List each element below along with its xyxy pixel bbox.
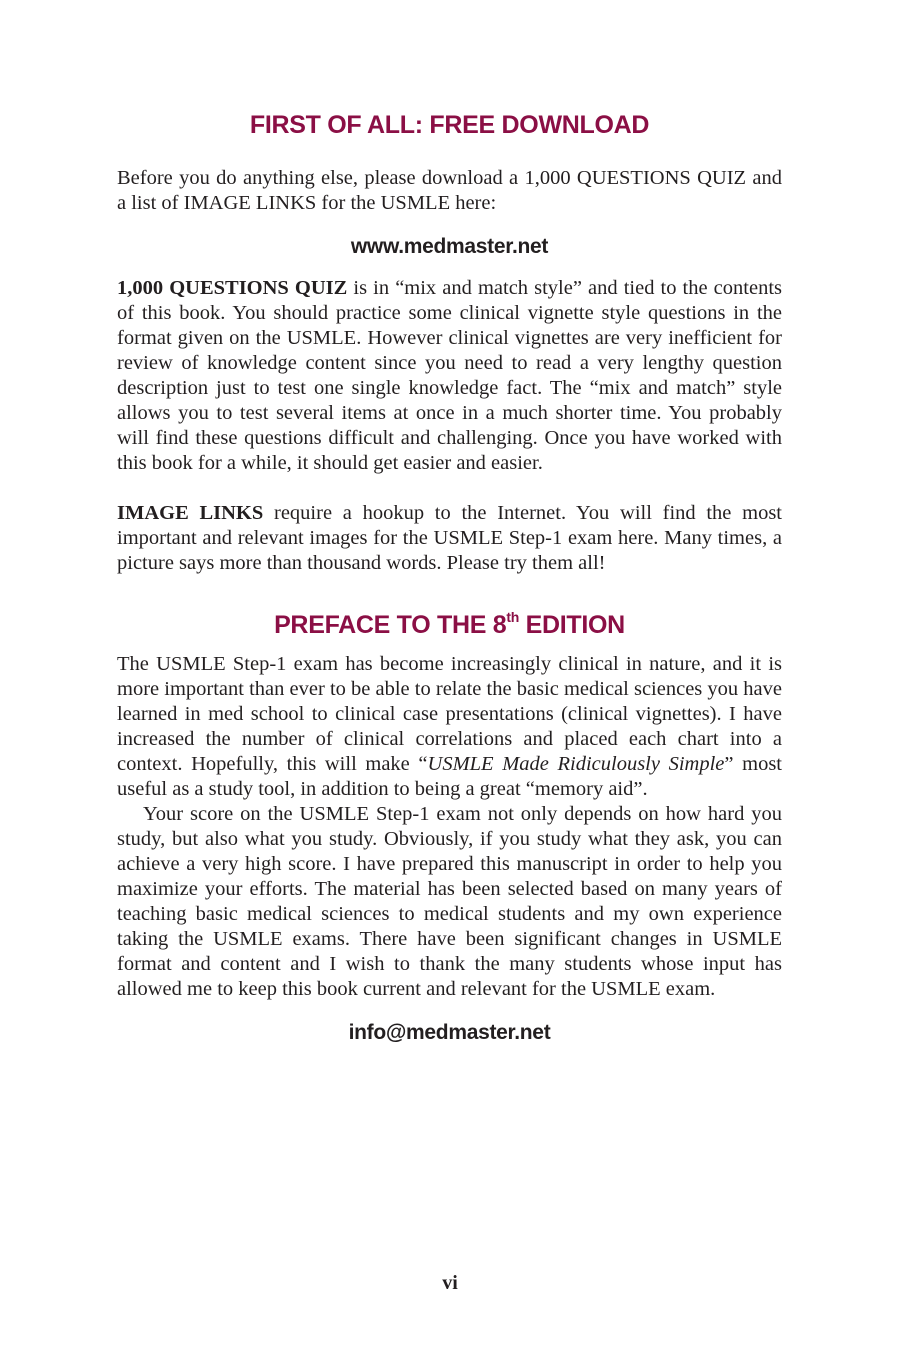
preface-p1-b: ” most useful as a study tool, in addition to being a great “memory aid”.	[117, 753, 782, 800]
image-links-text: require a hookup to the Internet. You will find the most important and relevant images for the USMLE Step-1 exam here. Many times, a picture says more than thousand words. Please try them all!	[117, 502, 782, 574]
preface-heading-sup: th	[506, 608, 519, 625]
book-title: USMLE Made Ridiculously Simple	[427, 753, 725, 775]
preface-paragraph-2: Your score on the USMLE Step-1 exam not only depends on how hard you study, but also what you study. Obviously, if you study what they ask, you can achieve a very high score. I have prepared this manuscript in order to help you maximize your efforts. The material has been selected based on many years of teaching basic medical sciences to medical students and my own experience taking the USMLE exams. There have been significant changes in USMLE format and content and I wish to thank the many students whose input has allowed me to keep this book current and relevant for the USMLE exam.	[117, 803, 782, 1000]
preface-paragraph-1	[117, 652, 782, 802]
preface-p1-a: The USMLE Step-1 exam has become increasingly clinical in nature, and it is more important than ever to be able to relate the basic medical sciences you have learned in med school to clinical case presentations (clinical vignettes). I have increased the number of clinical correlations and placed each chart into a context. Hopefully, this will make “	[117, 653, 782, 775]
image-links-lead: IMAGE LINKS	[117, 502, 264, 524]
page-number: vi	[442, 1272, 458, 1294]
preface-heading-pre: PREFACE TO THE 8	[274, 611, 507, 639]
free-download-heading: FIRST OF ALL: FREE DOWNLOAD	[249, 111, 650, 139]
website-link[interactable]: www.medmaster.net	[350, 235, 549, 258]
quiz-text: is in “mix and match style” and tied to the contents of this book. You should practice some clinical vignette style questions in the format given on the USMLE. However clinical vignettes are very inefficient for review of knowledge content since you need to read a very lengthy question description just to test one single knowledge fact. The “mix and match” style allows you to test several items at once in a much shorter time. You probably will find these questions difficult and challenging. Once you have worked with this book for a while, it should get easier and easier.	[117, 277, 782, 474]
email-link[interactable]: info@medmaster.net	[348, 1021, 551, 1044]
preface-heading	[117, 610, 782, 640]
quiz-lead: 1,000 QUESTIONS QUIZ	[117, 277, 348, 299]
preface-heading-post: EDITION	[518, 611, 625, 639]
quiz-paragraph	[117, 276, 782, 476]
image-links-paragraph	[117, 501, 782, 576]
intro-paragraph: Before you do anything else, please download a 1,000 QUESTIONS QUIZ and a list of IMAGE LINKS for the USMLE here:	[117, 167, 782, 214]
page-content	[117, 0, 782, 1046]
